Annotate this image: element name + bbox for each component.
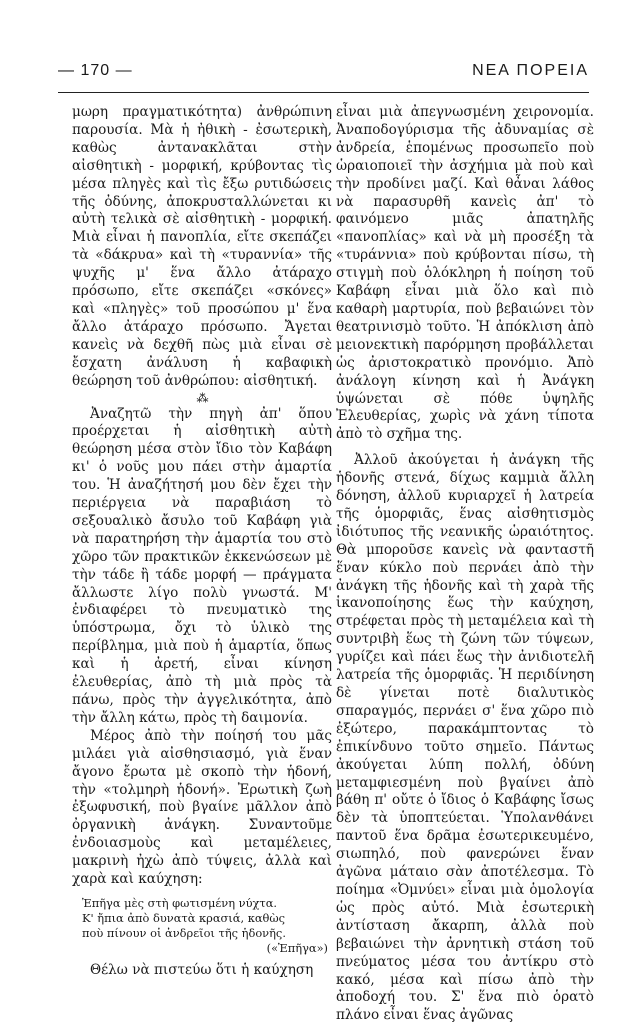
right-column <box>336 104 594 1025</box>
right-paragraph-1: εἶναι μιὰ ἀπεγνωσμένη χειρονομία. Ἀναποδογύρισμα τῆς ἀδυναμίας σὲ ἀνδρεία, ἑπομένως προσωπεῖο ποὺ ὡραιοποιεῖ τὴν ἀσχήμια μὰ ποὺ καὶ τὴν προδίνει μαζί. Καὶ θἆναι λάθος νὰ παρασυρθῆ κανεὶς ἀπ' τὸ φαινόμενο μιᾶς ἀπατηλῆς «πανοπλίας» καὶ νὰ μὴ προσέξη τὰ «τυράννια» ποὺ κρύβονται πίσω, τὴ στιγμὴ ποὺ ὁλόκληρη ἡ ποίηση τοῦ Καβάφη εἶναι μιὰ ὅλο καὶ πιὸ καθαρὴ μαρτυρία, ποὺ βεβαιώνει τὸν θεατρινισμὸ τοῦτο. Ἡ ἀπόκλιση ἀπὸ μειονεκτικὴ παρόρμηση προβάλλεται ὡς ἀριστοκρατικὸ προνόμιο. Ἀπὸ ἀνάλογη κίνηση καὶ ἡ Ἀνάγκη ὑψώνεται σὲ πόθε ὑψηλῆς Ἐλευθερίας, χωρὶς νὰ χάνη τίποτα ἀπὸ τὸ σχῆμα της. <box>336 104 594 443</box>
left-column <box>72 104 332 980</box>
page-header <box>58 62 589 93</box>
left-paragraph-4: Θέλω νὰ πιστεύω ὅτι ἡ καύχηση <box>90 961 314 978</box>
left-paragraph-1: μωρη πραγματικότητα) ἀνθρώπινη παρουσία. Μὰ ἡ ἠθικὴ - ἐσωτερικὴ, καθὼς ἀντανακλᾶται στὴν αἰσθητικὴ - μορφική, κρύβοντας τὶς μέσα πληγὲς καὶ τὶς ἔξω ρυτιδώσεις τῆς ὀδύνης, ἀποκρυσταλλώνεται κι αὐτὴ τελικὰ σὲ αἰσθητικὴ - μορφική. Μιὰ εἶναι ἡ πανοπλία, εἴτε σκεπάζει τὰ «δάκρυα» καὶ τὴ «τυραννία» τῆς ψυχῆς μ' ἕνα ἄλλο ἀτάραχο πρόσωπο, εἴτε σκεπάζει «σκόνες» καὶ «πληγὲς» τοῦ προσώπου μ' ἕνα ἄλλο ἀτάραχο πρόσωπο. Ἄγεται κανεὶς νὰ δεχθῆ πὼς μιὰ εἶναι σὲ ἔσχατη ἀνάλυση ἡ καβαφικὴ θεώρηση τοῦ ἀνθρώπου: αἰσθητική. <box>72 104 332 389</box>
left-paragraph-3: Μέρος ἀπὸ τὴν ποίησή του μᾶς μιλάει γιὰ αἰσθησιασμό, γιὰ ἕναν ἄγονο ἔρωτα μὲ σκοπὸ τὴν ἡδονή, τὴν «τολμηρὴ ἡδονή». Ἐρωτικὴ ζωὴ ἐξωφυσική, ποὺ βγαίνε μᾶλλον ἀπὸ ὀργανικὴ ἀνάγκη. Συναντοῦμε ἐνδοιασμοὺς καὶ μεταμέλειες, μακρινὴ ἠχὼ ἀπὸ τύψεις, ἀλλὰ καὶ χαρὰ καὶ καύχηση: <box>72 727 332 888</box>
left-paragraph-2: Ἀναζητῶ τὴν πηγὴ ἀπ' ὅπου προέρχεται ἡ αἰσθητικὴ αὐτὴ θεώρηση μέσα στὸν ἴδιο τὸν Καβάφη κι' ὁ νοῦς μου πάει στὴν ἁμαρτία του. Ἡ ἀναζήτησή μου δὲν ἔχει τὴν περιέργεια νὰ παραβιάση τὸ σεξουαλικὸ ἄσυλο τοῦ Καβάφη γιὰ νὰ παρατηρήση τὴν ἁμαρτία του στὸ χῶρο τῶν πρακτικῶν ἐκκενώσεων μὲ τὴν τάδε ἢ τάδε μορφή — πράγματα ἄλλωστε λίγο πολὺ γνωστά. Μ' ἐνδιαφέρει τὸ πνευματικὸ της ὑπόστρωμα, ὄχι τὸ ὑλικὸ της περίβλημα, μιὰ ποὺ ἡ ἁμαρτία, ὅπως καὶ ἡ ἀρετή, εἶναι κίνηση ἐλευθερίας, ἀπὸ τὴ μιὰ πρὸς τὰ πάνω, πρὸς τὴν ἀγγελικότητα, ἀπὸ τὴν ἄλλη κάτω, πρὸς τὴ δαιμονία. <box>72 405 332 726</box>
right-paragraph-2: Ἀλλοῦ ἀκούγεται ἡ ἀνάγκη τῆς ἡδονῆς στενά, δίχως καμμιὰ ἄλλη δόνηση, ἀλλοῦ κυριαρχεῖ ἡ λατρεία τῆς ὁμορφιᾶς, ἕνας αἰσθητισμὸς ἰδιότυπος τῆς νεανικῆς ὡραιότητος. Θὰ μποροῦσε κανεὶς νὰ φανταστῆ ἕναν κύκλο ποὺ περνάει ἀπὸ τὴν ἀνάγκη τῆς ἡδονῆς καὶ τὴ χαρὰ τῆς ἱκανοποίησης ἕως τὴν καύχηση, στρέφεται πρὸς τὴ μεταμέλεια καὶ τὴ συντριβὴ ἕως τὴ ζώνη τῶν τύψεων, γυρίζει καὶ πάει ἕως τὴν ἀνιδιοτελῆ λατρεία τῆς ὁμορφιᾶς. Ἡ περιδίνηση δὲ γίνεται ποτὲ διαλυτικὸς σπαραγμός, περνάει σ' ἕνα χῶρο πιὸ ἐξώτερο, παρακάμπτοντας τὸ ἐπικίνδυνο τοῦτο σημεῖο. Πάντως ἀκούγεται λύπη πολλή, ὀδύνη μεταμφιεσμένη ποὺ βγαίνει ἀπὸ βάθη π' οὔτε ὁ ἴδιος ὁ Καβάφης ἴσως δὲν τὰ ὑποπτεύεται. Ὑπολανθάνει παντοῦ ἕνα δρᾶμα ἐσωτερικευμένο, σιωπηλό, ποὺ φανερώνει ἕναν ἀγῶνα μάταιο σὰν ἀποτέλεσμα. Τὸ ποίημα «Ὀμνύει» εἶναι μιὰ ὁμολογία ὡς πρὸς αὐτό. Μιὰ ἐσωτερικὴ ἀντίσταση ἄκαρπη, ἀλλὰ ποὺ βεβαιώνει τὴν ἀρνητικὴ στάση τοῦ πνεύματος μέσα του ἀντίκρυ στὸ κακό, μέσα καὶ πίσω ἀπὸ τὴν ἀποδοχή του. Σ' ἕνα πιὸ ὁρατὸ πλάνο εἶναι ἕνας ἀγῶνας <box>336 452 594 1024</box>
journal-title: ΝΕΑ ΠΟΡΕΙΑ <box>472 62 589 79</box>
poem-line-1: Ἐπῆγα μὲς στὴ φωτισμένη νύχτα. <box>82 895 278 910</box>
poem-quote <box>82 896 332 956</box>
poem-source: («Ἐπῆγα») <box>266 940 328 955</box>
section-asterism: ⁂ <box>196 390 208 405</box>
poem-line-2: Κ' ἤπια ἀπὸ δυνατὰ κρασιά, καθὼς <box>82 910 286 925</box>
poem-line-3: ποὺ πίνουν οἱ ἀνδρεῖοι τῆς ἡδονῆς. <box>82 925 286 940</box>
page-number: — 170 — <box>58 62 133 79</box>
